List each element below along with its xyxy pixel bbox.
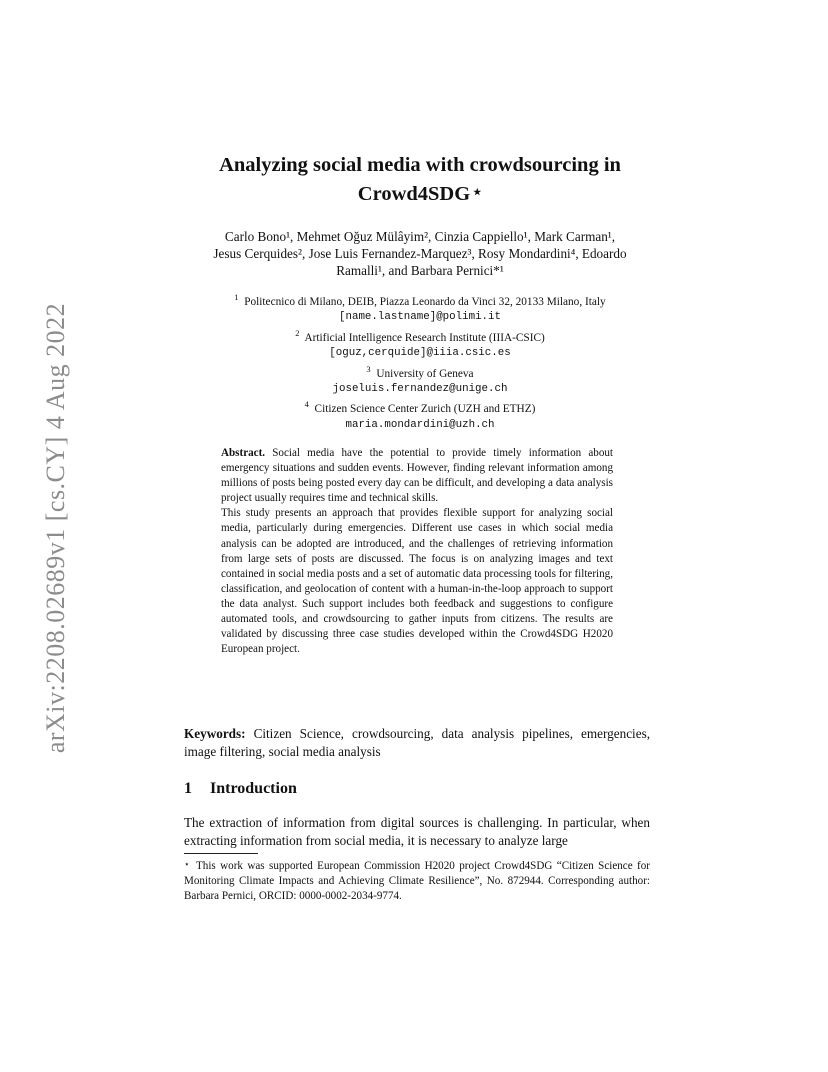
abstract-paragraph-2: This study presents an approach that provides flexible support for analyzing social media, particularly during emergencies. Different use cases in which social media analysis can be adopted are introduced, and the challenges of retrieving information from large sets of posts are discussed. The focus is on analyzing images and text contained in social media posts and a set of automatic data processing tools for filtering, classification, and geolocation of content with a human-in-the-loop approach to support the data analyst. Such support includes both feedback and suggestions to configure automated tools, and crowdsourcing to gather inputs from citizens. The results are validated by discussing three case studies developed within the Crowd4SDG H2020 European project. <box>221 507 613 656</box>
keywords <box>184 725 650 760</box>
abstract-label: Abstract. <box>221 447 266 459</box>
footnote <box>184 857 650 903</box>
section-number: 1 <box>184 780 192 797</box>
affiliation-4: $^4$ Citizen Science Center Zurich (UZH and ETHZ) <box>304 399 536 416</box>
footnote-text: This work was supported European Commission H2020 project Crowd4SDG “Citizen Science for Monitoring Climate Impacts and Achieving Climate Resilience”, No. 872944. Corresponding author: Barbara Pernici, ORCID: 0000-0002-2034-9774. <box>184 860 650 902</box>
keywords-label: Keywords: <box>184 726 246 741</box>
affiliation-1-email: [name.lastname]@polimi.it <box>339 311 501 324</box>
abstract <box>221 446 613 657</box>
intro-paragraph: The extraction of information from digital sources is challenging. In particular, when extracting information from social media, it is necessary to analyze large <box>184 815 650 848</box>
section-title: Introduction <box>210 780 297 797</box>
affiliation-3-email: joseluis.fernandez@unige.ch <box>332 382 508 395</box>
affiliation-1: $^1$ Politecnico di Milano, DEIB, Piazza Leonardo da Vinci 32, 20133 Milano, Italy <box>234 292 606 308</box>
affiliation-3: $^3$ University of Geneva <box>366 363 474 380</box>
keywords-text: Citizen Science, crowdsourcing, data analysis pipelines, emergencies, image filtering, social media analysis <box>184 726 651 759</box>
footnote-mark: ⋆ <box>184 859 190 869</box>
affiliations <box>160 290 680 433</box>
affiliation-2: $^2$ Artificial Intelligence Research Institute (IIIA-CSIC) <box>295 327 545 344</box>
affiliation-2-email: [oguz,cerquide]@iiia.csic.es <box>329 347 511 360</box>
abstract-paragraph-1: Abstract. Social media have the potential to provide timely information about emergency situations and sudden events. However, finding relevant information among millions of posts being posted every day can be difficult, and developing a data analysis project usually requires time and technical skills. <box>221 447 614 505</box>
author-line: Ramalli¹, and Barbara Pernici*¹ <box>336 263 504 278</box>
author-line: Jesus Cerquides², Jose Luis Fernandez-Marquez³, Rosy Mondardini⁴, Edoardo <box>213 246 627 261</box>
title-line-1: Analyzing social media with crowdsourcing in <box>219 154 621 176</box>
title-line-2: Crowd4SDG <box>357 183 471 205</box>
title-footnote-mark: ⋆ <box>472 184 483 201</box>
affiliation-4-email: maria.mondardini@uzh.ch <box>345 418 495 431</box>
footnote-rule <box>184 853 258 854</box>
author-line: Carlo Bono¹, Mehmet Oğuz Mülâyim², Cinzia Cappiello¹, Mark Carman¹, <box>224 229 616 244</box>
paper-title <box>160 152 680 208</box>
section-heading <box>184 780 297 798</box>
arxiv-side-label: arXiv:2208.02689v1 [cs.CY] 4 Aug 2022 <box>41 302 70 754</box>
author-list <box>160 228 680 279</box>
